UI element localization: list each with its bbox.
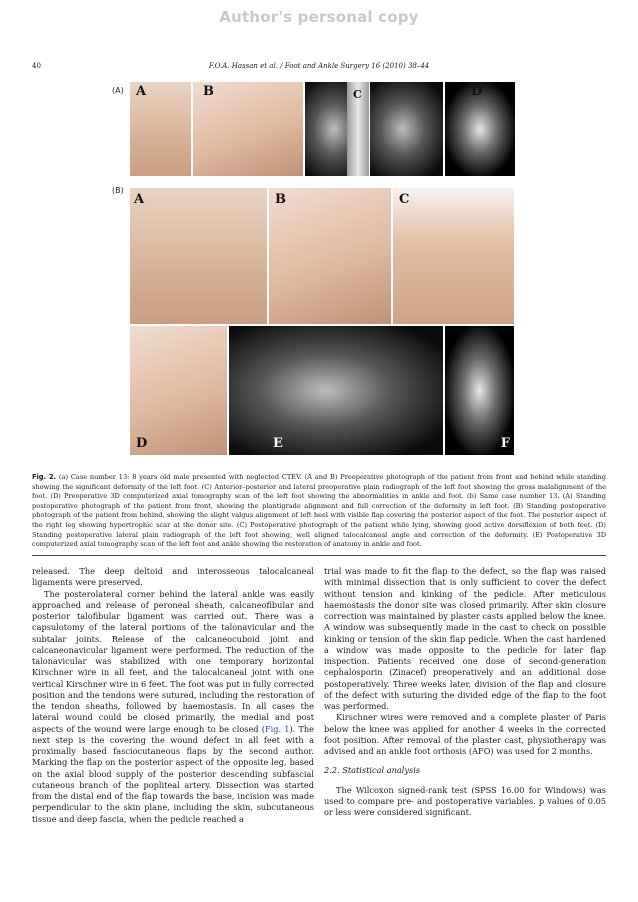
figure-caption bbox=[32, 473, 606, 550]
photo-postop-lying bbox=[393, 188, 514, 324]
watermark: Author's personal copy bbox=[219, 8, 419, 26]
photo-postop-soles bbox=[130, 326, 227, 455]
xray-preop-lateral bbox=[370, 82, 443, 176]
caption-text: (a) Case number 13: 8 years old male presented with neglected CTEV. (A and B) Preoperative photograph of the patient from front and behind while standing showing the significant deformity of the left foot. (C) Anterior–posterior and lateral preoperative plain radiograph of the left foot showing the gross malalignment of the foot. (D) Preoperative 3D computerized axial tomography scan of the left foot showing the abnormalities in ankle and foot. (b) Same case number 13. (A) Standing postoperative photograph of the patient from front, showing the plantigrade alignment and full correction of the deformity in left foot. (B) Standing postoperative photograph of the patient from behind, showing the slight valgus alignment of left heel with visible flap covering the posterior aspect of the foot. The posterior aspect of the right leg showing hypertrophic scar at the donor site. (C) Postoperative photograph of the patient while lying, showing good active dorsiflexion of both feet. (D) Standing postoperative lateral plain radiograph of the left foot showing, well aligned talocalcaneal angle and correction of the deformity. (E) Postoperative 3D computerized axial tomography scan of the left foot and ankle showing the restoration of anatomy in ankle and foot. bbox=[32, 473, 606, 549]
panel-letter: C bbox=[399, 192, 410, 207]
journal-citation: F.O.A. Hassan et al. / Foot and Ankle Surgery 16 (2010) 38–44 bbox=[208, 62, 430, 70]
photo-postop-back bbox=[269, 188, 391, 324]
figure-label: Fig. 2. bbox=[32, 473, 57, 481]
left-column bbox=[32, 566, 314, 825]
paragraph: trial was made to fit the flap to the defect, so the flap was raised with minimal dissection that is only sufficient to cover the defect without tension and kinking of the pedicle. After meticulous haemostasis the donor site was closed primarily. After skin closure correction was maintained by plaster casts applied below the knee. A window was subsequently made in the cast to check on possible kinking or tension of the skin flap pedicle. When the cast hardened a window was made opposite to the pedicle for later flap inspection. Patients received one dose of second-generation cephalosporin (Zinacef) preoperatively and an additional dose postoperatively. Three weeks later, division of the flap and closure of the defect with suturing the divided edge of the flap to the foot was performed. bbox=[324, 566, 606, 711]
panel-letter: B bbox=[203, 84, 214, 99]
page-number: 40 bbox=[32, 62, 41, 70]
panel-letter: C bbox=[353, 88, 362, 101]
paragraph: The Wilcoxon signed-rank test (SPSS 16.00 for Windows) was used to compare pre- and postoperative variables. p values of 0.05 or less were considered significant. bbox=[324, 784, 606, 817]
photo-preop-back bbox=[193, 82, 303, 176]
xray-preop-strip bbox=[347, 82, 369, 176]
photo-preop-front bbox=[130, 82, 191, 176]
photo-postop-front bbox=[130, 188, 267, 324]
ct-preop-3d bbox=[445, 82, 515, 176]
panel-letter: A bbox=[134, 192, 145, 207]
paragraph: Kirschner wires were removed and a complete plaster of Paris below the knee was applied for another 4 weeks in the corrected foot position. After removal of the plaster cast, physiotherapy was advised and an ankle foot orthosis (AFO) was used for 2 months. bbox=[324, 712, 606, 756]
panel-b-tag: (B) bbox=[112, 186, 124, 195]
figure-link[interactable]: Fig. 1 bbox=[264, 723, 290, 734]
running-head bbox=[32, 62, 606, 76]
panel-letter: D bbox=[471, 84, 483, 99]
xray-postop-lateral bbox=[229, 326, 443, 455]
panel-letter: E bbox=[273, 436, 283, 451]
panel-letter: A bbox=[136, 84, 147, 99]
paragraph-text: The posterolateral corner behind the lateral ankle was easily approached and release of peroneal sheath, calcaneofibular and posterior talofibular ligament was carried out. There was a capsulotomy of the lateral portions of the talonavicular and the subtalar joints. Release of the calcaneocuboid joint and calcaneonavicular ligament were performed. The reduction of the talonavicular was stabilized with one temporary horizontal Kirschner wire in all feet, and the talocalcaneal joint with one vertical Kirschner wire in 6 feet. The foot was put in fully corrected position and the tendons were sutured, including the restoration of the tendon sheaths, followed by haemostasis. In all cases the lateral wound could be closed primarily, the medial and post aspects of the wound were large enough to be closed ( bbox=[32, 588, 314, 734]
paragraph: released. The deep deltoid and interosseous talocalcaneal ligaments were preserved. bbox=[32, 566, 314, 588]
panel-letter: F bbox=[500, 436, 510, 451]
section-heading: 2.2. Statistical analysis bbox=[324, 765, 421, 776]
panel-a-tag: (A) bbox=[112, 86, 124, 95]
paragraph-text: ). The next step is the covering the wound defect in all feet with a proximally based fasciocutaneous flaps by the second author. Marking the flap on the posterior aspect of the opposite leg, based on the axial blood supply of the posterior descending subfascial cutaneous branch of the popliteal artery. Dissection was started from the distal end of the flap towards the base, incision was made perpendicular to the skin plane, including the skin, subcutaneous tissue and deep fascia, when the pedicle reached a bbox=[32, 723, 314, 824]
caption-divider bbox=[32, 555, 606, 556]
right-column bbox=[324, 566, 606, 818]
paragraph bbox=[32, 589, 314, 825]
ct-postop-3d bbox=[445, 326, 514, 455]
panel-letter: D bbox=[136, 436, 148, 451]
panel-letter: B bbox=[275, 192, 286, 207]
